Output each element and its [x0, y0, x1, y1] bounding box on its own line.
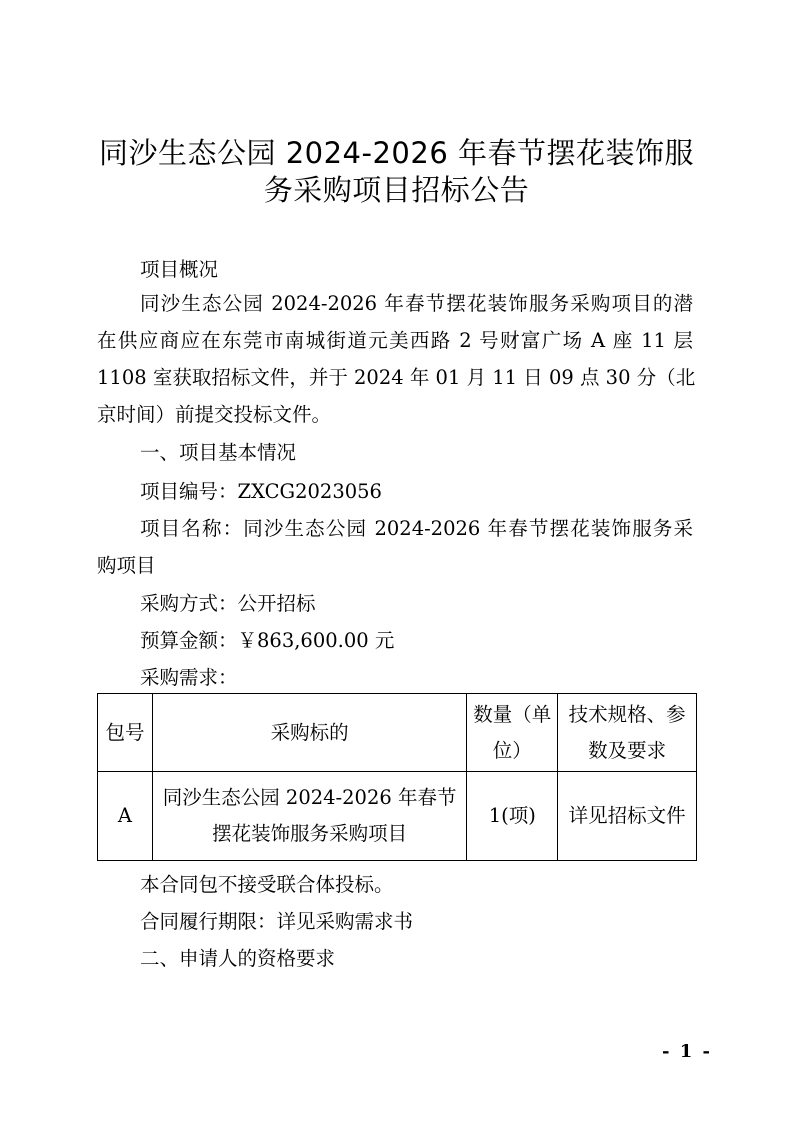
section-2-heading: 二、申请人的资格要求: [140, 947, 336, 970]
project-number-label: 项目编号：: [140, 480, 238, 503]
project-name-line-1: 项目名称：同沙生态公园 2024-2026 年春节摆花装饰服务采: [140, 517, 693, 540]
cell-subject-line-2: 摆花装饰服务采购项目: [212, 822, 408, 845]
consortium-note: 本合同包不接受联合体投标。: [140, 873, 394, 896]
cell-quantity: 1(项): [467, 772, 558, 861]
header-quantity-line-1: 数量（单: [473, 702, 552, 726]
overview-body-line-4: 京时间）前提交投标文件。: [97, 403, 332, 426]
header-spec: [558, 694, 697, 772]
overview-heading: 项目概况: [140, 258, 219, 281]
header-spec-line-2: 数及要求: [588, 738, 667, 762]
cell-package: A: [98, 772, 153, 861]
overview-body-line-1: 同沙生态公园 2024-2026 年春节摆花装饰服务采购项目的潜: [140, 292, 693, 315]
header-quantity: [467, 694, 558, 772]
requirements-label: 采购需求：: [140, 666, 238, 689]
project-number-value: ZXCG2023056: [237, 480, 382, 503]
document-title-line-2: 务采购项目招标公告: [263, 173, 530, 207]
page-number: - 1 -: [662, 1041, 712, 1062]
cell-spec: 详见招标文件: [558, 772, 697, 861]
document-title-line-1: 同沙生态公园 2024-2026 年春节摆花装饰服: [98, 136, 694, 170]
requirements-table: [97, 693, 697, 861]
overview-body-line-2: 在供应商应在东莞市南城街道元美西路 2 号财富广场 A 座 11 层: [97, 329, 693, 352]
table-row: [98, 772, 697, 861]
header-package: 包号: [98, 694, 153, 772]
project-name-line-2: 购项目: [97, 554, 156, 577]
cell-subject-line-1: 同沙生态公园 2024-2026 年春节: [162, 786, 457, 809]
project-number: [140, 473, 382, 510]
overview-body-line-3: 1108 室获取招标文件，并于 2024 年 01 月 11 日 09 点 30 分（北: [97, 366, 696, 389]
contract-term: 合同履行期限：详见采购需求书: [140, 910, 414, 933]
budget-amount: 预算金额：￥863,600.00 元: [140, 629, 395, 652]
header-spec-line-1: 技术规格、参: [568, 702, 686, 726]
header-subject: 采购标的: [152, 694, 466, 772]
table-header-row: [98, 694, 697, 772]
header-quantity-line-2: 位）: [492, 738, 532, 762]
section-1-heading: 一、项目基本情况: [140, 441, 297, 464]
procurement-method: 采购方式：公开招标: [140, 592, 316, 615]
cell-subject: [152, 772, 466, 861]
